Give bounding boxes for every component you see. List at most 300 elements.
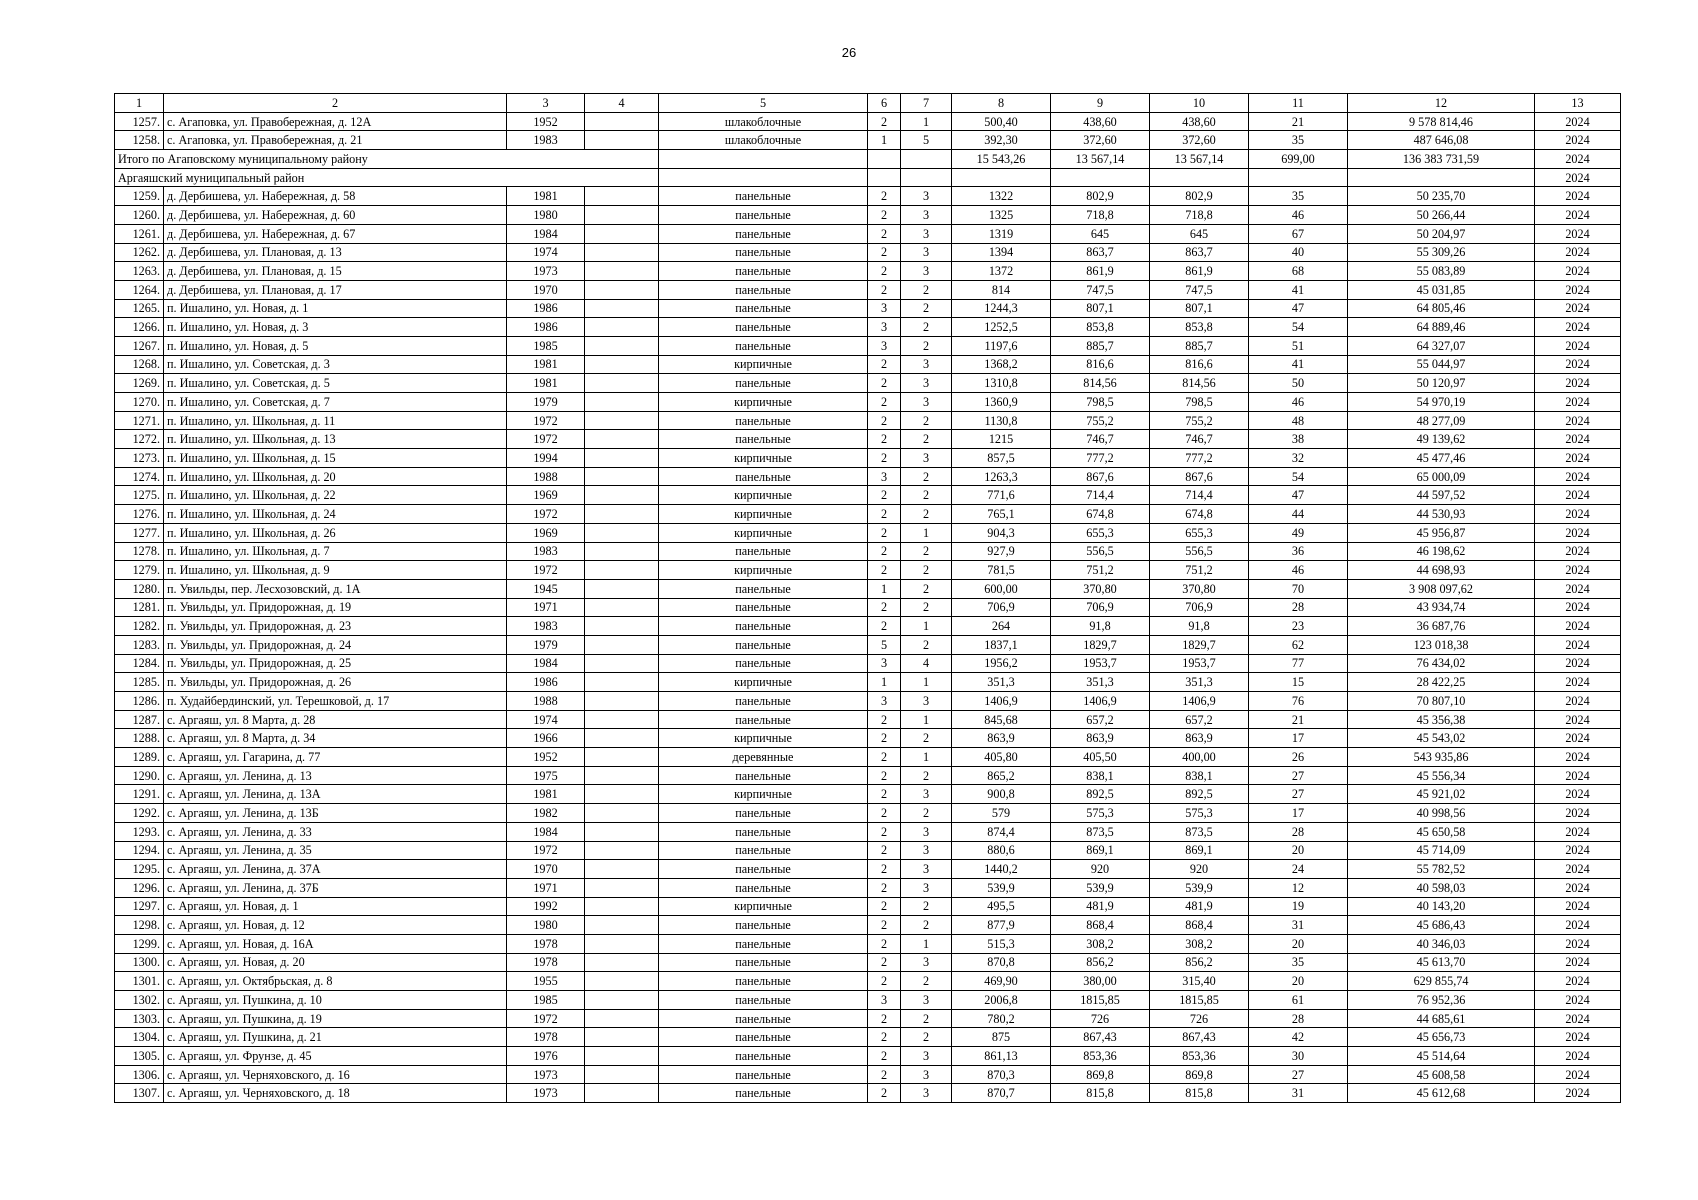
column-number: 4 [585, 94, 659, 113]
column-7-cell: 3 [901, 224, 952, 243]
column-8-cell: 1956,2 [952, 654, 1051, 673]
column-11-cell: 32 [1249, 449, 1348, 468]
column-9-cell: 853,8 [1051, 318, 1150, 337]
column-7-cell: 3 [901, 449, 952, 468]
column-6-cell: 2 [868, 972, 901, 991]
column-12-cell: 40 998,56 [1348, 804, 1535, 823]
column-13-cell: 2024 [1535, 1065, 1621, 1084]
wall-material: шлакоблочные [659, 112, 868, 131]
column-4-cell [585, 804, 659, 823]
table-row [115, 318, 1621, 337]
column-6-cell: 2 [868, 206, 901, 225]
column-13-cell: 2024 [1535, 766, 1621, 785]
building-address: п. Ишалино, ул. Школьная, д. 26 [164, 523, 507, 542]
column-13-cell: 2024 [1535, 785, 1621, 804]
table-row [115, 991, 1621, 1010]
column-13-cell: 2024 [1535, 972, 1621, 991]
column-6-cell: 3 [868, 692, 901, 711]
column-4-cell [585, 878, 659, 897]
column-6-cell: 2 [868, 542, 901, 561]
column-12-cell: 50 235,70 [1348, 187, 1535, 206]
column-11-cell: 23 [1249, 617, 1348, 636]
column-8-cell: 1360,9 [952, 393, 1051, 412]
construction-year: 1984 [507, 224, 585, 243]
column-13-cell: 2024 [1535, 841, 1621, 860]
column-10-cell: 920 [1150, 860, 1249, 879]
column-11-cell: 70 [1249, 579, 1348, 598]
construction-year: 1982 [507, 804, 585, 823]
column-10-cell: 863,9 [1150, 729, 1249, 748]
empty-cell [1051, 168, 1150, 187]
column-8-cell: 1252,5 [952, 318, 1051, 337]
column-11-cell: 36 [1249, 542, 1348, 561]
column-11-cell: 46 [1249, 206, 1348, 225]
column-6-cell: 2 [868, 505, 901, 524]
column-4-cell [585, 617, 659, 636]
column-12-cell: 55 044,97 [1348, 355, 1535, 374]
column-9-cell: 655,3 [1051, 523, 1150, 542]
row-number: 1300. [115, 953, 164, 972]
column-13-cell: 2024 [1535, 991, 1621, 1010]
wall-material: панельные [659, 860, 868, 879]
wall-material: панельные [659, 1084, 868, 1103]
column-12-cell: 45 650,58 [1348, 822, 1535, 841]
table-row [115, 692, 1621, 711]
table-row [115, 1047, 1621, 1066]
building-address: с. Аргаяш, ул. Октябрьская, д. 8 [164, 972, 507, 991]
column-4-cell [585, 953, 659, 972]
column-7-cell: 2 [901, 280, 952, 299]
column-10-cell: 726 [1150, 1009, 1249, 1028]
column-7-cell: 3 [901, 841, 952, 860]
table-row [115, 374, 1621, 393]
table-row [115, 243, 1621, 262]
column-7-cell: 2 [901, 598, 952, 617]
column-6-cell: 2 [868, 561, 901, 580]
empty-cell [868, 168, 901, 187]
column-6-cell: 2 [868, 224, 901, 243]
table-row [115, 299, 1621, 318]
column-6-cell: 2 [868, 393, 901, 412]
column-4-cell [585, 318, 659, 337]
wall-material: панельные [659, 1028, 868, 1047]
column-10-cell: 674,8 [1150, 505, 1249, 524]
building-address: п. Ишалино, ул. Школьная, д. 13 [164, 430, 507, 449]
wall-material: панельные [659, 542, 868, 561]
construction-year: 1972 [507, 505, 585, 524]
column-10-cell: 438,60 [1150, 112, 1249, 131]
column-9-cell: 405,50 [1051, 748, 1150, 767]
housing-register-table [114, 93, 1621, 1103]
column-13-cell: 2024 [1535, 692, 1621, 711]
column-11-cell: 12 [1249, 878, 1348, 897]
column-9-cell: 726 [1051, 1009, 1150, 1028]
column-10-cell: 575,3 [1150, 804, 1249, 823]
column-7-cell: 1 [901, 523, 952, 542]
construction-year: 1979 [507, 393, 585, 412]
column-11-cell: 50 [1249, 374, 1348, 393]
column-10-cell: 807,1 [1150, 299, 1249, 318]
table-row [115, 355, 1621, 374]
construction-year: 1984 [507, 822, 585, 841]
column-11-cell: 17 [1249, 804, 1348, 823]
column-4-cell [585, 1084, 659, 1103]
column-number: 6 [868, 94, 901, 113]
column-11-cell: 24 [1249, 860, 1348, 879]
column-8-cell: 1322 [952, 187, 1051, 206]
building-address: с. Аргаяш, ул. Новая, д. 20 [164, 953, 507, 972]
column-13-cell: 2024 [1535, 673, 1621, 692]
table-row [115, 467, 1621, 486]
column-11-cell: 44 [1249, 505, 1348, 524]
column-11-cell: 68 [1249, 262, 1348, 281]
construction-year: 1972 [507, 1009, 585, 1028]
column-number: 12 [1348, 94, 1535, 113]
column-11-cell: 42 [1249, 1028, 1348, 1047]
building-address: п. Ишалино, ул. Школьная, д. 7 [164, 542, 507, 561]
column-13-cell: 2024 [1535, 934, 1621, 953]
column-13-cell: 2024 [1535, 374, 1621, 393]
column-number: 11 [1249, 94, 1348, 113]
column-13-cell: 2024 [1535, 318, 1621, 337]
column-11-cell: 35 [1249, 131, 1348, 150]
building-address: с. Аргаяш, ул. Новая, д. 12 [164, 916, 507, 935]
wall-material: панельные [659, 710, 868, 729]
column-8-cell: 2006,8 [952, 991, 1051, 1010]
wall-material: кирпичные [659, 393, 868, 412]
column-10-cell: 885,7 [1150, 336, 1249, 355]
column-11-cell: 47 [1249, 486, 1348, 505]
column-11-cell: 77 [1249, 654, 1348, 673]
column-7-cell: 4 [901, 654, 952, 673]
wall-material: панельные [659, 878, 868, 897]
building-address: п. Ишалино, ул. Новая, д. 1 [164, 299, 507, 318]
column-9-cell: 892,5 [1051, 785, 1150, 804]
column-9-cell: 372,60 [1051, 131, 1150, 150]
column-4-cell [585, 206, 659, 225]
column-13-cell: 2024 [1535, 542, 1621, 561]
table-row [115, 766, 1621, 785]
column-8-cell: 904,3 [952, 523, 1051, 542]
column-7-cell: 3 [901, 187, 952, 206]
building-address: п. Ишалино, ул. Советская, д. 7 [164, 393, 507, 412]
table-row [115, 785, 1621, 804]
column-4-cell [585, 916, 659, 935]
column-9-cell: 863,9 [1051, 729, 1150, 748]
column-10-cell: 747,5 [1150, 280, 1249, 299]
column-12-cell: 45 613,70 [1348, 953, 1535, 972]
column-11-cell: 28 [1249, 822, 1348, 841]
column-7-cell: 2 [901, 766, 952, 785]
column-6-cell: 2 [868, 710, 901, 729]
wall-material: панельные [659, 280, 868, 299]
column-9-cell: 816,6 [1051, 355, 1150, 374]
wall-material: панельные [659, 411, 868, 430]
table-row [115, 187, 1621, 206]
column-4-cell [585, 729, 659, 748]
column-10-cell: 816,6 [1150, 355, 1249, 374]
column-9-cell: 751,2 [1051, 561, 1150, 580]
column-7-cell: 2 [901, 579, 952, 598]
column-12-cell: 50 204,97 [1348, 224, 1535, 243]
table-row [115, 878, 1621, 897]
building-address: п. Ишалино, ул. Новая, д. 3 [164, 318, 507, 337]
building-address: п. Ишалино, ул. Советская, д. 5 [164, 374, 507, 393]
column-11-cell: 51 [1249, 336, 1348, 355]
column-8-cell: 1368,2 [952, 355, 1051, 374]
empty-cell [659, 168, 868, 187]
row-number: 1265. [115, 299, 164, 318]
row-number: 1259. [115, 187, 164, 206]
building-address: с. Аргаяш, ул. Черняховского, д. 18 [164, 1084, 507, 1103]
column-9-cell: 481,9 [1051, 897, 1150, 916]
column-8-cell: 405,80 [952, 748, 1051, 767]
column-11-cell: 46 [1249, 393, 1348, 412]
column-6-cell: 2 [868, 243, 901, 262]
column-11-cell: 20 [1249, 972, 1348, 991]
column-12-cell: 40 598,03 [1348, 878, 1535, 897]
column-10-cell: 868,4 [1150, 916, 1249, 935]
column-13-cell: 2024 [1535, 355, 1621, 374]
column-9-cell: 814,56 [1051, 374, 1150, 393]
column-10-cell: 655,3 [1150, 523, 1249, 542]
construction-year: 1974 [507, 243, 585, 262]
row-number: 1260. [115, 206, 164, 225]
column-7-cell: 3 [901, 1047, 952, 1066]
column-10-cell: 867,43 [1150, 1028, 1249, 1047]
construction-year: 1974 [507, 710, 585, 729]
row-number: 1290. [115, 766, 164, 785]
construction-year: 1978 [507, 934, 585, 953]
total-label: Итого по Агаповскому муниципальному району [115, 150, 659, 169]
column-6-cell: 2 [868, 262, 901, 281]
column-number: 1 [115, 94, 164, 113]
column-6-cell: 1 [868, 579, 901, 598]
column-8-cell: 861,13 [952, 1047, 1051, 1066]
construction-year: 1969 [507, 523, 585, 542]
column-8-cell: 863,9 [952, 729, 1051, 748]
wall-material: панельные [659, 206, 868, 225]
wall-material: кирпичные [659, 486, 868, 505]
column-8-cell: 1325 [952, 206, 1051, 225]
building-address: д. Дербишева, ул. Набережная, д. 60 [164, 206, 507, 225]
column-9-cell: 747,5 [1051, 280, 1150, 299]
table-row [115, 579, 1621, 598]
table-row [115, 729, 1621, 748]
column-4-cell [585, 262, 659, 281]
column-6-cell: 2 [868, 860, 901, 879]
building-address: с. Аргаяш, ул. Новая, д. 1 [164, 897, 507, 916]
column-4-cell [585, 486, 659, 505]
column-7-cell: 3 [901, 374, 952, 393]
column-11-cell: 54 [1249, 318, 1348, 337]
row-number: 1291. [115, 785, 164, 804]
column-13-cell: 2024 [1535, 523, 1621, 542]
column-13-cell: 2024 [1535, 280, 1621, 299]
column-9-cell: 798,5 [1051, 393, 1150, 412]
column-8-cell: 857,5 [952, 449, 1051, 468]
column-9-cell: 556,5 [1051, 542, 1150, 561]
building-address: п. Ишалино, ул. Советская, д. 3 [164, 355, 507, 374]
table-row [115, 523, 1621, 542]
table-row [115, 673, 1621, 692]
table-row [115, 1084, 1621, 1103]
row-number: 1294. [115, 841, 164, 860]
column-6-cell: 2 [868, 1065, 901, 1084]
building-address: с. Аргаяш, ул. Пушкина, д. 19 [164, 1009, 507, 1028]
column-11-cell: 41 [1249, 355, 1348, 374]
column-13-cell: 2024 [1535, 1028, 1621, 1047]
empty-cell [659, 150, 868, 169]
column-8-cell: 351,3 [952, 673, 1051, 692]
column-12-cell: 64 805,46 [1348, 299, 1535, 318]
row-number: 1257. [115, 112, 164, 131]
row-number: 1266. [115, 318, 164, 337]
table-row [115, 486, 1621, 505]
column-9-cell: 867,6 [1051, 467, 1150, 486]
row-number: 1305. [115, 1047, 164, 1066]
column-8-cell: 1372 [952, 262, 1051, 281]
column-9-cell: 815,8 [1051, 1084, 1150, 1103]
wall-material: панельные [659, 991, 868, 1010]
column-6-cell: 5 [868, 635, 901, 654]
column-8-cell: 1319 [952, 224, 1051, 243]
column-number: 13 [1535, 94, 1621, 113]
building-address: с. Агаповка, ул. Правобережная, д. 21 [164, 131, 507, 150]
column-number: 9 [1051, 94, 1150, 113]
column-4-cell [585, 243, 659, 262]
table-row [115, 1065, 1621, 1084]
table-row [115, 430, 1621, 449]
construction-year: 1970 [507, 860, 585, 879]
wall-material: панельные [659, 318, 868, 337]
column-8-cell: 706,9 [952, 598, 1051, 617]
column-4-cell [585, 224, 659, 243]
construction-year: 1976 [507, 1047, 585, 1066]
column-11-cell: 48 [1249, 411, 1348, 430]
column-9-cell: 856,2 [1051, 953, 1150, 972]
column-9-cell: 91,8 [1051, 617, 1150, 636]
column-10-cell: 867,6 [1150, 467, 1249, 486]
column-7-cell: 2 [901, 430, 952, 449]
column-7-cell: 2 [901, 729, 952, 748]
building-address: с. Аргаяш, ул. Пушкина, д. 10 [164, 991, 507, 1010]
column-7-cell: 5 [901, 131, 952, 150]
column-4-cell [585, 131, 659, 150]
row-number: 1272. [115, 430, 164, 449]
row-number: 1270. [115, 393, 164, 412]
column-12-cell: 40 346,03 [1348, 934, 1535, 953]
table-row [115, 897, 1621, 916]
empty-cell [952, 168, 1051, 187]
column-6-cell: 3 [868, 467, 901, 486]
wall-material: панельные [659, 467, 868, 486]
district-section-row [115, 168, 1621, 187]
column-7-cell: 3 [901, 785, 952, 804]
column-9-cell: 380,00 [1051, 972, 1150, 991]
column-8-cell: 870,8 [952, 953, 1051, 972]
table-row [115, 617, 1621, 636]
column-6-cell: 2 [868, 374, 901, 393]
wall-material: панельные [659, 1047, 868, 1066]
construction-year: 1952 [507, 112, 585, 131]
column-11-cell: 20 [1249, 934, 1348, 953]
column-number: 2 [164, 94, 507, 113]
building-address: с. Аргаяш, ул. Ленина, д. 37А [164, 860, 507, 879]
column-6-cell: 2 [868, 878, 901, 897]
column-11-cell: 38 [1249, 430, 1348, 449]
column-10-cell: 751,2 [1150, 561, 1249, 580]
column-11-cell: 19 [1249, 897, 1348, 916]
building-address: п. Худайбердинский, ул. Терешковой, д. 17 [164, 692, 507, 711]
column-4-cell [585, 299, 659, 318]
construction-year: 1969 [507, 486, 585, 505]
table-row [115, 934, 1621, 953]
column-13-cell: 2024 [1535, 822, 1621, 841]
column-9-cell: 807,1 [1051, 299, 1150, 318]
wall-material: панельные [659, 841, 868, 860]
building-address: д. Дербишева, ул. Плановая, д. 15 [164, 262, 507, 281]
wall-material: панельные [659, 262, 868, 281]
column-13-cell: 2024 [1535, 411, 1621, 430]
building-address: с. Аргаяш, ул. Черняховского, д. 16 [164, 1065, 507, 1084]
empty-cell [901, 150, 952, 169]
column-number: 7 [901, 94, 952, 113]
building-address: с. Аргаяш, ул. Пушкина, д. 21 [164, 1028, 507, 1047]
column-11-cell: 17 [1249, 729, 1348, 748]
row-number: 1276. [115, 505, 164, 524]
column-10-cell: 856,2 [1150, 953, 1249, 972]
column-6-cell: 2 [868, 187, 901, 206]
column-8-cell: 1394 [952, 243, 1051, 262]
column-6-cell: 2 [868, 804, 901, 823]
construction-year: 1981 [507, 355, 585, 374]
building-address: п. Увильды, ул. Придорожная, д. 26 [164, 673, 507, 692]
column-8-cell: 539,9 [952, 878, 1051, 897]
row-number: 1296. [115, 878, 164, 897]
column-8-cell: 1440,2 [952, 860, 1051, 879]
column-8-cell: 870,7 [952, 1084, 1051, 1103]
column-12-cell: 46 198,62 [1348, 542, 1535, 561]
building-address: с. Аргаяш, ул. 8 Марта, д. 28 [164, 710, 507, 729]
column-12-cell: 40 143,20 [1348, 897, 1535, 916]
table-row [115, 336, 1621, 355]
column-4-cell [585, 430, 659, 449]
column-7-cell: 2 [901, 972, 952, 991]
building-address: с. Аргаяш, ул. Гагарина, д. 77 [164, 748, 507, 767]
column-10-cell: 802,9 [1150, 187, 1249, 206]
column-number-row [115, 94, 1621, 113]
row-number: 1295. [115, 860, 164, 879]
column-10-cell: 714,4 [1150, 486, 1249, 505]
column-10-cell: 1829,7 [1150, 635, 1249, 654]
column-number: 10 [1150, 94, 1249, 113]
column-13-cell: 2024 [1535, 112, 1621, 131]
column-12-cell: 76 434,02 [1348, 654, 1535, 673]
column-7-cell: 2 [901, 561, 952, 580]
column-12-cell: 45 514,64 [1348, 1047, 1535, 1066]
column-11-cell: 27 [1249, 1065, 1348, 1084]
column-7-cell: 2 [901, 467, 952, 486]
wall-material: панельные [659, 243, 868, 262]
column-11-cell: 46 [1249, 561, 1348, 580]
building-address: д. Дербишева, ул. Набережная, д. 58 [164, 187, 507, 206]
column-4-cell [585, 972, 659, 991]
building-address: с. Агаповка, ул. Правобережная, д. 12А [164, 112, 507, 131]
column-7-cell: 3 [901, 1065, 952, 1084]
column-10-cell: 481,9 [1150, 897, 1249, 916]
table-row [115, 542, 1621, 561]
